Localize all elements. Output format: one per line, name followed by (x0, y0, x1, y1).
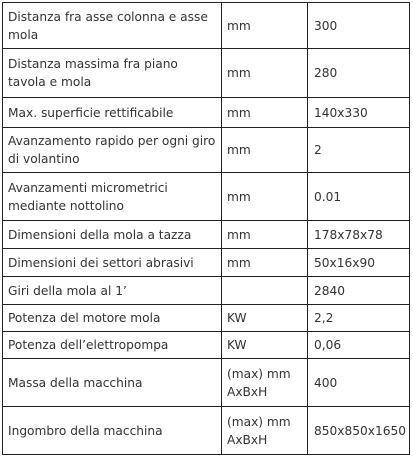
spec-unit (222, 277, 308, 305)
spec-value: 140x330 (308, 98, 410, 128)
table-row (3, 277, 410, 305)
spec-label: Ingombro della macchina (3, 407, 222, 455)
spec-value: 300 (308, 3, 410, 49)
table-row (3, 3, 410, 49)
spec-value: 50x16x90 (308, 249, 410, 277)
spec-label: Giri della mola al 1’ (3, 277, 222, 305)
table-row (3, 332, 410, 359)
spec-value: 178x78x78 (308, 221, 410, 249)
spec-label: Dimensioni della mola a tazza (3, 221, 222, 249)
spec-label: Potenza dell’elettropompa (3, 332, 222, 359)
table-row (3, 98, 410, 128)
spec-unit: (max) mm AxBxH (222, 407, 308, 455)
spec-value: 2,2 (308, 305, 410, 332)
spec-label: Potenza del motore mola (3, 305, 222, 332)
table-row (3, 49, 410, 98)
table-row (3, 173, 410, 221)
spec-unit: KW (222, 305, 308, 332)
spec-unit: (max) mm AxBxH (222, 359, 308, 407)
spec-unit: KW (222, 332, 308, 359)
spec-label: Avanzamento rapido per ogni giro di volantino (3, 128, 222, 173)
table-row (3, 128, 410, 173)
spec-label: Massa della macchina (3, 359, 222, 407)
spec-value: 0.01 (308, 173, 410, 221)
spec-value: 2840 (308, 277, 410, 305)
spec-unit: mm (222, 128, 308, 173)
spec-label: Dimensioni dei settori abrasivi (3, 249, 222, 277)
spec-unit: mm (222, 249, 308, 277)
spec-unit: mm (222, 49, 308, 98)
spec-label: Distanza massima fra piano tavola e mola (3, 49, 222, 98)
spec-value: 400 (308, 359, 410, 407)
spec-value: 280 (308, 49, 410, 98)
spec-value: 2 (308, 128, 410, 173)
spec-unit: mm (222, 3, 308, 49)
spec-unit: mm (222, 173, 308, 221)
table-row (3, 221, 410, 249)
table-row (3, 359, 410, 407)
spec-unit: mm (222, 221, 308, 249)
spec-label: Max. superficie rettificabile (3, 98, 222, 128)
spec-unit: mm (222, 98, 308, 128)
spec-value: 0,06 (308, 332, 410, 359)
spec-label: Avanzamenti micrometrici mediante nottolino (3, 173, 222, 221)
spec-value: 850x850x1650 (308, 407, 410, 455)
table-row (3, 407, 410, 455)
spec-label: Distanza fra asse colonna e asse mola (3, 3, 222, 49)
table-row (3, 249, 410, 277)
table-row (3, 305, 410, 332)
spec-table (2, 2, 410, 455)
